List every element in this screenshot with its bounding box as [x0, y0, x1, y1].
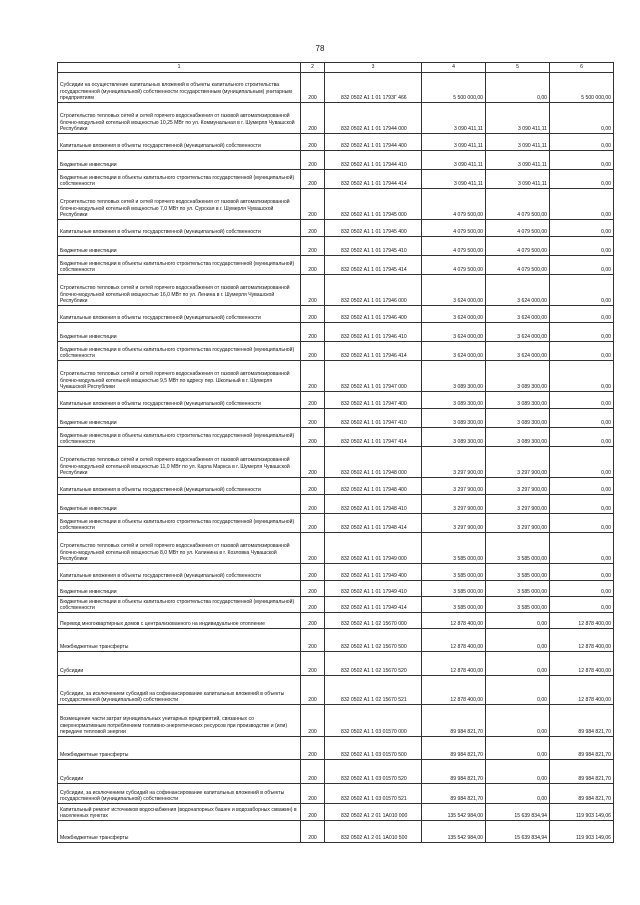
table-row — [58, 784, 614, 804]
row-code-cell: 832 0502 А1 1 02 15670 500 — [325, 629, 422, 652]
row-name-cell: Межбюджетные трансферты — [58, 629, 301, 652]
row-name-cell: Межбюджетные трансферты — [58, 737, 301, 760]
row-column6-cell: 12 878 400,00 — [550, 652, 614, 676]
row-name-cell: Строительство тепловых сетей и сетей горячего водоснабжения от газовой автоматизированной блочно-модульной котельной мощностью 11,0 МВт по ул. Карла Маркса в г. Шумерля Чувашской Республики — [58, 447, 301, 478]
row-column6-cell: 0,00 — [550, 597, 614, 613]
row-column4-cell: 3 297 900,00 — [422, 478, 486, 495]
row-code-cell: 832 0502 А1 1 01 17945 414 — [325, 256, 422, 275]
budget-table — [57, 62, 614, 843]
table-row — [58, 220, 614, 237]
row-column5-cell: 3 090 411,11 — [486, 103, 550, 134]
table-row — [58, 821, 614, 843]
table-row — [58, 804, 614, 821]
row-code-cell: 832 0502 А1 2 01 1А010 000 — [325, 804, 422, 821]
row-column5-cell: 3 624 000,00 — [486, 275, 550, 306]
row-name-cell: Бюджетные инвестиции в объекты капитального строительства государственной (муниципальной) собственности — [58, 170, 301, 189]
row-column5-cell: 4 079 500,00 — [486, 237, 550, 256]
table-row — [58, 323, 614, 342]
row-column2-cell: 200 — [301, 705, 325, 737]
row-column4-cell: 89 984 821,70 — [422, 737, 486, 760]
row-column6-cell: 0,00 — [550, 581, 614, 597]
row-column4-cell: 89 984 821,70 — [422, 705, 486, 737]
row-name-cell: Межбюджетные трансферты — [58, 821, 301, 843]
row-code-cell: 832 0502 А1 1 01 1793Г 466 — [325, 73, 422, 103]
row-code-cell: 832 0502 А1 1 01 17946 400 — [325, 306, 422, 323]
table-row — [58, 652, 614, 676]
row-column6-cell: 0,00 — [550, 409, 614, 428]
row-name-cell: Строительство тепловых сетей и сетей горячего водоснабжения от газовой автоматизированной блочно-модульной котельной мощностью 8,0 МВт по ул. Калинина в г. Козловка Чувашской Республики — [58, 533, 301, 564]
row-name-cell: Капитальные вложения в объекты государственной (муниципальной) собственности — [58, 306, 301, 323]
row-column4-cell: 3 585 000,00 — [422, 564, 486, 581]
row-column2-cell: 200 — [301, 629, 325, 652]
row-column4-cell: 4 079 500,00 — [422, 237, 486, 256]
row-column5-cell: 3 624 000,00 — [486, 323, 550, 342]
row-column6-cell: 0,00 — [550, 306, 614, 323]
row-code-cell: 832 0502 А1 2 01 1А010 500 — [325, 821, 422, 843]
row-name-cell: Строительство тепловых сетей и сетей горячего водоснабжения от газовой автоматизированной блочно-модульной котельной мощностью 16,0 МВт по ул. Ленина в г. Шумерля Чувашской Республики — [58, 275, 301, 306]
row-column4-cell: 3 585 000,00 — [422, 581, 486, 597]
row-name-cell: Субсидии, за исключением субсидий на софинансирование капитальных вложений в объекты государственной (муниципальной) собственности — [58, 676, 301, 705]
row-code-cell: 832 0502 А1 1 02 15670 520 — [325, 652, 422, 676]
row-column2-cell: 200 — [301, 564, 325, 581]
row-column2-cell: 200 — [301, 804, 325, 821]
table-row — [58, 361, 614, 392]
table-row — [58, 134, 614, 151]
row-column6-cell: 0,00 — [550, 447, 614, 478]
row-column4-cell: 3 090 411,11 — [422, 103, 486, 134]
row-column2-cell: 200 — [301, 103, 325, 134]
row-column5-cell: 4 079 500,00 — [486, 220, 550, 237]
row-column6-cell: 0,00 — [550, 103, 614, 134]
row-column4-cell: 3 624 000,00 — [422, 306, 486, 323]
row-column2-cell: 200 — [301, 170, 325, 189]
row-column6-cell: 0,00 — [550, 151, 614, 170]
row-column6-cell: 12 878 400,00 — [550, 629, 614, 652]
header-row — [58, 63, 614, 73]
row-column6-cell: 0,00 — [550, 361, 614, 392]
row-code-cell: 832 0502 А1 1 02 15670 000 — [325, 613, 422, 629]
row-column6-cell: 119 903 149,06 — [550, 804, 614, 821]
table-row — [58, 256, 614, 275]
row-column6-cell: 0,00 — [550, 275, 614, 306]
row-column2-cell: 200 — [301, 613, 325, 629]
row-code-cell: 832 0502 А1 1 01 17948 410 — [325, 495, 422, 514]
row-column6-cell: 0,00 — [550, 323, 614, 342]
row-code-cell: 832 0502 А1 1 03 01570 000 — [325, 705, 422, 737]
row-column2-cell: 200 — [301, 760, 325, 784]
row-column5-cell: 0,00 — [486, 705, 550, 737]
row-column5-cell: 0,00 — [486, 613, 550, 629]
table-row — [58, 597, 614, 613]
row-column6-cell: 0,00 — [550, 237, 614, 256]
row-name-cell: Капитальный ремонт источников водоснабжения (водонапорных башен и водозаборных скважин) в населенных пунктах — [58, 804, 301, 821]
table-row — [58, 564, 614, 581]
row-column2-cell: 200 — [301, 237, 325, 256]
row-column2-cell: 200 — [301, 533, 325, 564]
table-row — [58, 629, 614, 652]
row-column4-cell: 12 878 400,00 — [422, 676, 486, 705]
table-row — [58, 581, 614, 597]
row-column5-cell: 3 297 900,00 — [486, 478, 550, 495]
table-row — [58, 409, 614, 428]
row-code-cell: 832 0502 А1 1 01 17949 000 — [325, 533, 422, 564]
column-header: 5 — [486, 63, 550, 73]
row-column4-cell: 4 079 500,00 — [422, 189, 486, 220]
row-code-cell: 832 0502 А1 1 03 01570 500 — [325, 737, 422, 760]
row-column4-cell: 3 089 300,00 — [422, 428, 486, 447]
row-column2-cell: 200 — [301, 428, 325, 447]
table-row — [58, 495, 614, 514]
row-code-cell: 832 0502 А1 1 01 17946 000 — [325, 275, 422, 306]
row-column2-cell: 200 — [301, 447, 325, 478]
row-column4-cell: 135 542 984,00 — [422, 804, 486, 821]
row-column4-cell: 3 624 000,00 — [422, 342, 486, 361]
row-name-cell: Строительство тепловых сетей и сетей горячего водоснабжения от газовой автоматизированной блочно-модульной котельной мощностью 10,25 МВт по ул. Коммунальная в г. Шумерля Чувашской Республики — [58, 103, 301, 134]
row-column2-cell: 200 — [301, 784, 325, 804]
row-column2-cell: 200 — [301, 220, 325, 237]
row-code-cell: 832 0502 А1 1 03 01570 521 — [325, 784, 422, 804]
table-row — [58, 533, 614, 564]
row-column4-cell: 3 089 300,00 — [422, 409, 486, 428]
row-code-cell: 832 0502 А1 1 01 17946 414 — [325, 342, 422, 361]
row-column5-cell: 0,00 — [486, 760, 550, 784]
row-column5-cell: 4 079 500,00 — [486, 189, 550, 220]
row-name-cell: Бюджетные инвестиции в объекты капитального строительства государственной (муниципальной) собственности — [58, 514, 301, 533]
row-code-cell: 832 0502 А1 1 01 17945 400 — [325, 220, 422, 237]
row-column2-cell: 200 — [301, 323, 325, 342]
row-column2-cell: 200 — [301, 73, 325, 103]
row-column2-cell: 200 — [301, 821, 325, 843]
row-column2-cell: 200 — [301, 737, 325, 760]
row-column6-cell: 0,00 — [550, 533, 614, 564]
row-column6-cell: 89 984 821,70 — [550, 760, 614, 784]
row-column6-cell: 0,00 — [550, 495, 614, 514]
row-name-cell: Бюджетные инвестиции — [58, 237, 301, 256]
column-header: 4 — [422, 63, 486, 73]
row-column4-cell: 3 090 411,11 — [422, 170, 486, 189]
table-row — [58, 73, 614, 103]
table-row — [58, 447, 614, 478]
row-column5-cell: 3 090 411,11 — [486, 151, 550, 170]
row-code-cell: 832 0502 А1 1 01 17948 000 — [325, 447, 422, 478]
row-column6-cell: 5 500 000,00 — [550, 73, 614, 103]
row-column6-cell: 89 984 821,70 — [550, 784, 614, 804]
table-row — [58, 275, 614, 306]
row-column6-cell: 0,00 — [550, 478, 614, 495]
table-row — [58, 170, 614, 189]
row-column4-cell: 3 585 000,00 — [422, 533, 486, 564]
row-name-cell: Бюджетные инвестиции — [58, 409, 301, 428]
row-column5-cell: 3 624 000,00 — [486, 342, 550, 361]
row-code-cell: 832 0502 А1 1 01 17945 410 — [325, 237, 422, 256]
row-column4-cell: 3 297 900,00 — [422, 447, 486, 478]
row-code-cell: 832 0502 А1 1 01 17948 400 — [325, 478, 422, 495]
row-code-cell: 832 0502 А1 1 01 17947 410 — [325, 409, 422, 428]
row-column4-cell: 5 500 000,00 — [422, 73, 486, 103]
row-column5-cell: 3 089 300,00 — [486, 428, 550, 447]
row-column2-cell: 200 — [301, 392, 325, 409]
row-column5-cell: 3 624 000,00 — [486, 306, 550, 323]
row-name-cell: Бюджетные инвестиции — [58, 581, 301, 597]
row-column6-cell: 119 903 149,06 — [550, 821, 614, 843]
table-row — [58, 514, 614, 533]
table-row — [58, 478, 614, 495]
row-column6-cell: 0,00 — [550, 428, 614, 447]
row-column5-cell: 0,00 — [486, 652, 550, 676]
row-code-cell: 832 0502 А1 1 01 17947 414 — [325, 428, 422, 447]
table-row — [58, 151, 614, 170]
row-column4-cell: 3 090 411,11 — [422, 151, 486, 170]
row-column4-cell: 3 297 900,00 — [422, 514, 486, 533]
row-code-cell: 832 0502 А1 1 02 15670 521 — [325, 676, 422, 705]
row-column6-cell: 0,00 — [550, 189, 614, 220]
table-row — [58, 676, 614, 705]
column-header: 3 — [325, 63, 422, 73]
row-code-cell: 832 0502 А1 1 01 17944 400 — [325, 134, 422, 151]
row-code-cell: 832 0502 А1 1 03 01570 520 — [325, 760, 422, 784]
row-column4-cell: 3 089 300,00 — [422, 361, 486, 392]
row-column6-cell: 0,00 — [550, 342, 614, 361]
row-column5-cell: 15 639 834,94 — [486, 821, 550, 843]
row-column6-cell: 0,00 — [550, 392, 614, 409]
table-row — [58, 705, 614, 737]
row-column4-cell: 135 542 984,00 — [422, 821, 486, 843]
row-column2-cell: 200 — [301, 478, 325, 495]
row-code-cell: 832 0502 А1 1 01 17949 410 — [325, 581, 422, 597]
row-column5-cell: 0,00 — [486, 629, 550, 652]
column-header: 6 — [550, 63, 614, 73]
row-name-cell: Строительство тепловых сетей и сетей горячего водоснабжения от газовой автоматизированной блочно-модульной котельной мощностью 7,0 МВт по ул. Сурская в г. Шумерля Чувашской Республики — [58, 189, 301, 220]
row-column4-cell: 4 079 500,00 — [422, 256, 486, 275]
row-column6-cell: 0,00 — [550, 170, 614, 189]
row-name-cell: Капитальные вложения в объекты государственной (муниципальной) собственности — [58, 564, 301, 581]
column-header: 2 — [301, 63, 325, 73]
row-column5-cell: 3 089 300,00 — [486, 409, 550, 428]
row-column2-cell: 200 — [301, 256, 325, 275]
row-column6-cell: 89 984 821,70 — [550, 737, 614, 760]
row-name-cell: Бюджетные инвестиции в объекты капитального строительства государственной (муниципальной) собственности — [58, 428, 301, 447]
row-column5-cell: 3 297 900,00 — [486, 514, 550, 533]
row-name-cell: Капитальные вложения в объекты государственной (муниципальной) собственности — [58, 220, 301, 237]
table-row — [58, 613, 614, 629]
row-column4-cell: 3 090 411,11 — [422, 134, 486, 151]
table-row — [58, 189, 614, 220]
row-column5-cell: 15 639 834,94 — [486, 804, 550, 821]
row-column2-cell: 200 — [301, 495, 325, 514]
row-column2-cell: 200 — [301, 189, 325, 220]
row-column4-cell: 3 624 000,00 — [422, 323, 486, 342]
row-column4-cell: 3 585 000,00 — [422, 597, 486, 613]
row-column2-cell: 200 — [301, 306, 325, 323]
row-column5-cell: 3 089 300,00 — [486, 361, 550, 392]
row-column4-cell: 89 984 821,70 — [422, 760, 486, 784]
row-column6-cell: 12 878 400,00 — [550, 613, 614, 629]
table-row — [58, 103, 614, 134]
row-column5-cell: 4 079 500,00 — [486, 256, 550, 275]
row-column4-cell: 4 079 500,00 — [422, 220, 486, 237]
row-code-cell: 832 0502 А1 1 01 17948 414 — [325, 514, 422, 533]
row-column6-cell: 12 878 400,00 — [550, 676, 614, 705]
row-column4-cell: 3 624 000,00 — [422, 275, 486, 306]
row-column2-cell: 200 — [301, 361, 325, 392]
row-code-cell: 832 0502 А1 1 01 17947 000 — [325, 361, 422, 392]
table-row — [58, 342, 614, 361]
row-name-cell: Бюджетные инвестиции в объекты капитального строительства государственной (муниципальной) собственности — [58, 256, 301, 275]
row-column2-cell: 200 — [301, 581, 325, 597]
row-name-cell: Возмещение части затрат муниципальных унитарных предприятий, связанных со сверхнормативным потреблением топливно-энергетических ресурсов при производстве и (или) передаче тепловой энергии — [58, 705, 301, 737]
row-column5-cell: 3 090 411,11 — [486, 170, 550, 189]
row-column5-cell: 3 297 900,00 — [486, 495, 550, 514]
row-column6-cell: 0,00 — [550, 134, 614, 151]
row-column5-cell: 0,00 — [486, 676, 550, 705]
row-column2-cell: 200 — [301, 342, 325, 361]
row-column5-cell: 3 585 000,00 — [486, 533, 550, 564]
row-name-cell: Субсидии — [58, 760, 301, 784]
row-name-cell: Бюджетные инвестиции — [58, 323, 301, 342]
table-row — [58, 428, 614, 447]
row-name-cell: Капитальные вложения в объекты государственной (муниципальной) собственности — [58, 392, 301, 409]
row-name-cell: Бюджетные инвестиции — [58, 151, 301, 170]
row-column6-cell: 0,00 — [550, 564, 614, 581]
table-row — [58, 760, 614, 784]
column-header: 1 — [58, 63, 301, 73]
row-column5-cell: 3 089 300,00 — [486, 392, 550, 409]
row-name-cell: Субсидии на осуществление капитальных вложений в объекты капитального строительства государственной (муниципальной) собственности государственным (муниципальным) унитарным предприятиям — [58, 73, 301, 103]
row-column5-cell: 3 585 000,00 — [486, 564, 550, 581]
row-code-cell: 832 0502 А1 1 01 17944 000 — [325, 103, 422, 134]
row-column2-cell: 200 — [301, 652, 325, 676]
row-column6-cell: 0,00 — [550, 220, 614, 237]
table-row — [58, 237, 614, 256]
row-column2-cell: 200 — [301, 134, 325, 151]
row-code-cell: 832 0502 А1 1 01 17947 400 — [325, 392, 422, 409]
row-name-cell: Строительство тепловых сетей и сетей горячего водоснабжения от газовой автоматизированной блочно-модульной котельной мощностью 9,5 МВт по адресу пер. Школьный в г. Шумерля Чувашской Республики — [58, 361, 301, 392]
row-name-cell: Перевод многоквартирных домов с централизованного на индивидуальное отопление — [58, 613, 301, 629]
row-code-cell: 832 0502 А1 1 01 17944 410 — [325, 151, 422, 170]
row-code-cell: 832 0502 А1 1 01 17945 000 — [325, 189, 422, 220]
row-name-cell: Бюджетные инвестиции в объекты капитального строительства государственной (муниципальной) собственности — [58, 342, 301, 361]
row-code-cell: 832 0502 А1 1 01 17949 414 — [325, 597, 422, 613]
table-row — [58, 306, 614, 323]
row-column2-cell: 200 — [301, 409, 325, 428]
row-column4-cell: 3 089 300,00 — [422, 392, 486, 409]
row-name-cell: Субсидии — [58, 652, 301, 676]
row-column2-cell: 200 — [301, 275, 325, 306]
row-name-cell: Бюджетные инвестиции в объекты капитального строительства государственной (муниципальной) собственности — [58, 597, 301, 613]
row-column6-cell: 0,00 — [550, 256, 614, 275]
row-column5-cell: 0,00 — [486, 784, 550, 804]
row-column5-cell: 3 090 411,11 — [486, 134, 550, 151]
row-column2-cell: 200 — [301, 597, 325, 613]
row-code-cell: 832 0502 А1 1 01 17949 400 — [325, 564, 422, 581]
row-column5-cell: 3 585 000,00 — [486, 597, 550, 613]
table-row — [58, 737, 614, 760]
row-code-cell: 832 0502 А1 1 01 17946 410 — [325, 323, 422, 342]
row-column5-cell: 0,00 — [486, 73, 550, 103]
row-column2-cell: 200 — [301, 151, 325, 170]
row-name-cell: Субсидии, за исключением субсидий на софинансирование капитальных вложений в объекты государственной (муниципальной) собственности — [58, 784, 301, 804]
row-name-cell: Капитальные вложения в объекты государственной (муниципальной) собственности — [58, 478, 301, 495]
row-column2-cell: 200 — [301, 514, 325, 533]
page-number: 78 — [315, 44, 325, 53]
row-column4-cell: 12 878 400,00 — [422, 629, 486, 652]
row-name-cell: Капитальные вложения в объекты государственной (муниципальной) собственности — [58, 134, 301, 151]
row-column5-cell: 3 585 000,00 — [486, 581, 550, 597]
row-column2-cell: 200 — [301, 676, 325, 705]
row-column4-cell: 12 878 400,00 — [422, 613, 486, 629]
row-column6-cell: 89 984 821,70 — [550, 705, 614, 737]
row-name-cell: Бюджетные инвестиции — [58, 495, 301, 514]
row-column4-cell: 89 984 821,70 — [422, 784, 486, 804]
row-column5-cell: 0,00 — [486, 737, 550, 760]
row-column4-cell: 12 878 400,00 — [422, 652, 486, 676]
table-row — [58, 392, 614, 409]
row-code-cell: 832 0502 А1 1 01 17944 414 — [325, 170, 422, 189]
row-column5-cell: 3 297 900,00 — [486, 447, 550, 478]
row-column4-cell: 3 297 900,00 — [422, 495, 486, 514]
row-column6-cell: 0,00 — [550, 514, 614, 533]
